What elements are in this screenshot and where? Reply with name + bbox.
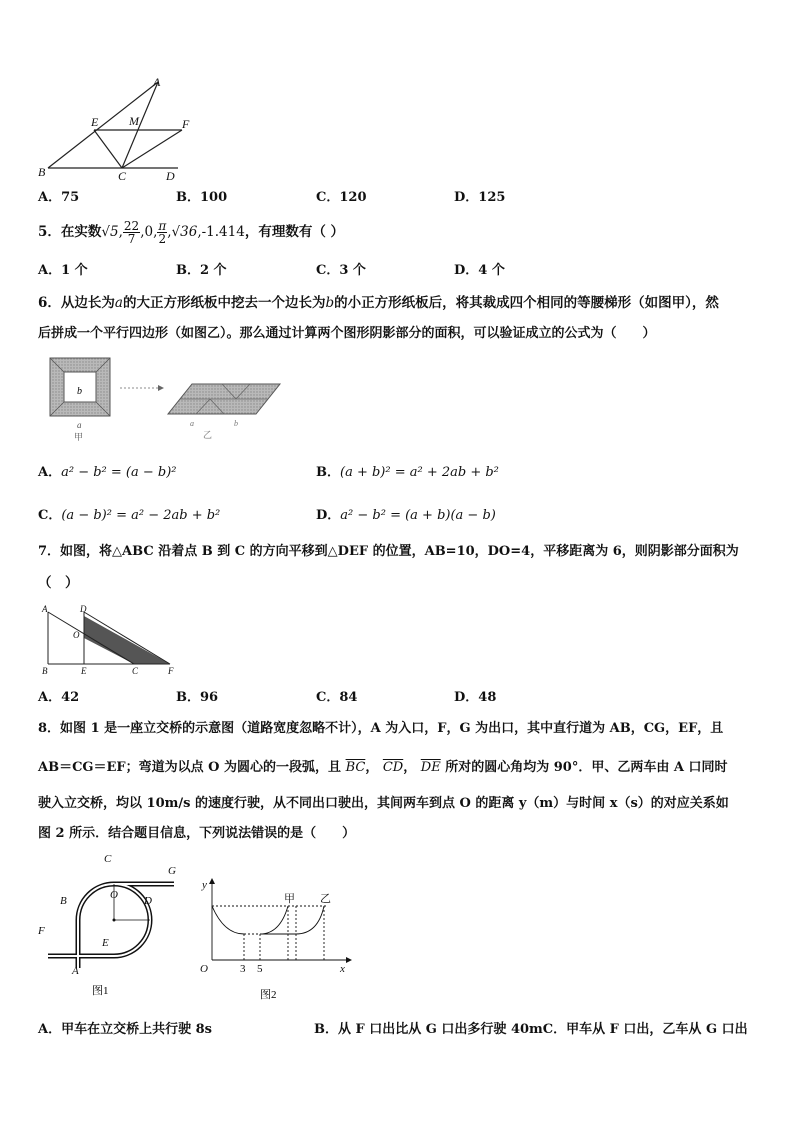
label-b-inner: b — [77, 386, 82, 397]
q7-option-c[interactable]: C．84 — [316, 690, 358, 705]
q8-stem-line4: 图 2 所示．结合题目信息，下列说法错误的是（ ） — [38, 826, 356, 841]
fig1-caption: 图1 — [92, 985, 109, 997]
q5-stem: 5．在实数√5, $\frac{22}{7}$ ,0, $\frac{\pi}{2}$ ,√36,-1.414，有理数有（ ） — [38, 219, 345, 246]
label-d: D — [144, 895, 152, 907]
label-yi: 乙 — [320, 893, 331, 905]
fig2-caption: 图2 — [260, 989, 277, 1001]
curve-approach — [212, 906, 244, 934]
label-o: O — [110, 889, 118, 901]
label-jia: 甲 — [74, 432, 84, 442]
line-ec — [94, 130, 122, 168]
arc-cd: $\overline{CD}$ — [382, 760, 404, 775]
q4-option-b[interactable]: B．100 — [176, 190, 228, 205]
label-c: C — [132, 666, 139, 676]
q5-option-c[interactable]: C．3 个 — [316, 263, 366, 278]
label-a: A — [153, 76, 161, 89]
q8-option-a[interactable]: A．甲车在立交桥上共行驶 8s — [38, 1022, 212, 1037]
curve-yi — [296, 906, 324, 934]
q7-option-a[interactable]: A．42 — [38, 690, 80, 705]
q6-stem-line1: 6．从边长为a的大正方形纸板中挖去一个边长为b的小正方形纸板后，将其裁成四个相同的等腰梯形（如图甲），然 — [38, 295, 719, 311]
label-o: O — [73, 630, 80, 640]
q4-option-c[interactable]: C．120 — [316, 190, 367, 205]
arc-de: $\overline{DE}$ — [420, 760, 441, 775]
q8-stem-line3: 驶入立交桥，均以 10m/s 的速度行驶，从不同出口驶出，其间两车到点 O 的距离 y（m）与时间 x（s）的对应关系如 — [38, 796, 729, 811]
label-yi: 乙 — [203, 430, 213, 440]
label-a: A — [42, 604, 48, 614]
label-d: D — [166, 169, 175, 183]
q6-var-a: a — [114, 295, 123, 311]
y-arrow — [209, 878, 215, 884]
q8-stem-line2: AB＝CG＝EF；弯道为以点 O 为圆心的一段弧，且 $\overline{BC}$， $\overline{CD}$， $\overline{DE}$ 所对的圆心角均为 90°．甲、乙两车由 A 口同时 — [38, 760, 728, 775]
label-e: E — [91, 115, 99, 129]
q7-option-b[interactable]: B．96 — [176, 690, 219, 705]
q6-option-a[interactable]: A．a² − b² = (a − b)² — [38, 465, 177, 480]
q8-stem-line1: 8．如图 1 是一座立交桥的示意图（道路宽度忽略不计），A 为入口，F，G 为出口，其中直行道为 AB，CG，EF，且 — [38, 721, 724, 736]
q6-option-d[interactable]: D．a² − b² = (a + b)(a − b) — [316, 508, 496, 523]
q5-option-b[interactable]: B．2 个 — [176, 263, 227, 278]
tick-5: 5 — [257, 963, 263, 975]
label-b: B — [60, 895, 67, 907]
label-e: E — [81, 666, 87, 676]
label-b-yi: b — [234, 419, 238, 428]
q4-option-a[interactable]: A．75 — [38, 190, 80, 205]
label-x: x — [340, 963, 345, 975]
q6-figure — [40, 352, 290, 444]
q4-option-d[interactable]: D．125 — [454, 190, 506, 205]
label-g: G — [168, 865, 176, 877]
q6-option-c[interactable]: C．(a − b)² = a² − 2ab + b² — [38, 508, 221, 523]
q7-stem-line1: 7．如图，将△ABC 沿着点 B 到 C 的方向平移到△DEF 的位置，AB=10，DO=4，平移距离为 6，则阴影部分面积为 — [38, 544, 739, 559]
arc-bc: $\overline{BC}$ — [345, 760, 366, 775]
label-c: C — [118, 169, 127, 183]
q8-figure-1 — [36, 848, 186, 1002]
label-d: D — [80, 604, 87, 614]
label-c: C — [104, 853, 112, 865]
center-o — [113, 919, 116, 922]
q5-fraction-pi-2: $\frac{\pi}{2}$ — [158, 219, 167, 246]
q6-option-b[interactable]: B．(a + b)² = a² + 2ab + b² — [316, 465, 499, 480]
q4-figure — [36, 76, 196, 184]
label-origin: O — [200, 963, 208, 975]
q5-fraction-22-7: $\frac{22}{7}$ — [123, 219, 140, 246]
label-b: B — [38, 165, 46, 179]
tick-3: 3 — [240, 963, 246, 975]
label-y: y — [202, 879, 207, 891]
label-f: F — [38, 925, 45, 937]
q7-option-d[interactable]: D．48 — [454, 690, 497, 705]
q5-sqrt36: √36 — [171, 224, 198, 240]
label-f: F — [168, 666, 174, 676]
q5-option-d[interactable]: D．4 个 — [454, 263, 505, 278]
curve-jia — [260, 906, 288, 934]
q6-var-b: b — [325, 295, 335, 311]
label-m: M — [129, 114, 139, 128]
q6-stem-line2: 后拼成一个平行四边形（如图乙）。那么通过计算两个图形阴影部分的面积，可以验证成立的公式为（ ） — [38, 326, 656, 341]
label-jia: 甲 — [284, 893, 295, 905]
q5-sqrt5: √5 — [101, 224, 119, 240]
q7-stem-line2: （ ） — [38, 575, 79, 591]
q5-suffix: ，有理数有（ ） — [244, 224, 345, 240]
line-cf — [122, 130, 182, 168]
label-a-under: a — [77, 420, 82, 430]
q5-prefix: 在实数 — [60, 224, 102, 240]
label-a: A — [72, 965, 79, 977]
line-ac — [122, 82, 158, 168]
q5-number: 5． — [38, 224, 61, 240]
arrow-head — [158, 385, 164, 391]
label-f: F — [182, 117, 190, 131]
q5-option-a[interactable]: A．1 个 — [38, 263, 88, 278]
label-a-yi: a — [190, 419, 194, 428]
q8-option-b[interactable]: B．从 F 口出比从 G 口出多行驶 40mC．甲车从 F 口出，乙车从 G 口出 — [314, 1022, 748, 1037]
label-b: B — [42, 666, 48, 676]
label-e: E — [102, 937, 109, 949]
q8-figure-2 — [196, 872, 360, 1002]
x-arrow — [346, 957, 352, 963]
q7-figure — [36, 602, 186, 678]
